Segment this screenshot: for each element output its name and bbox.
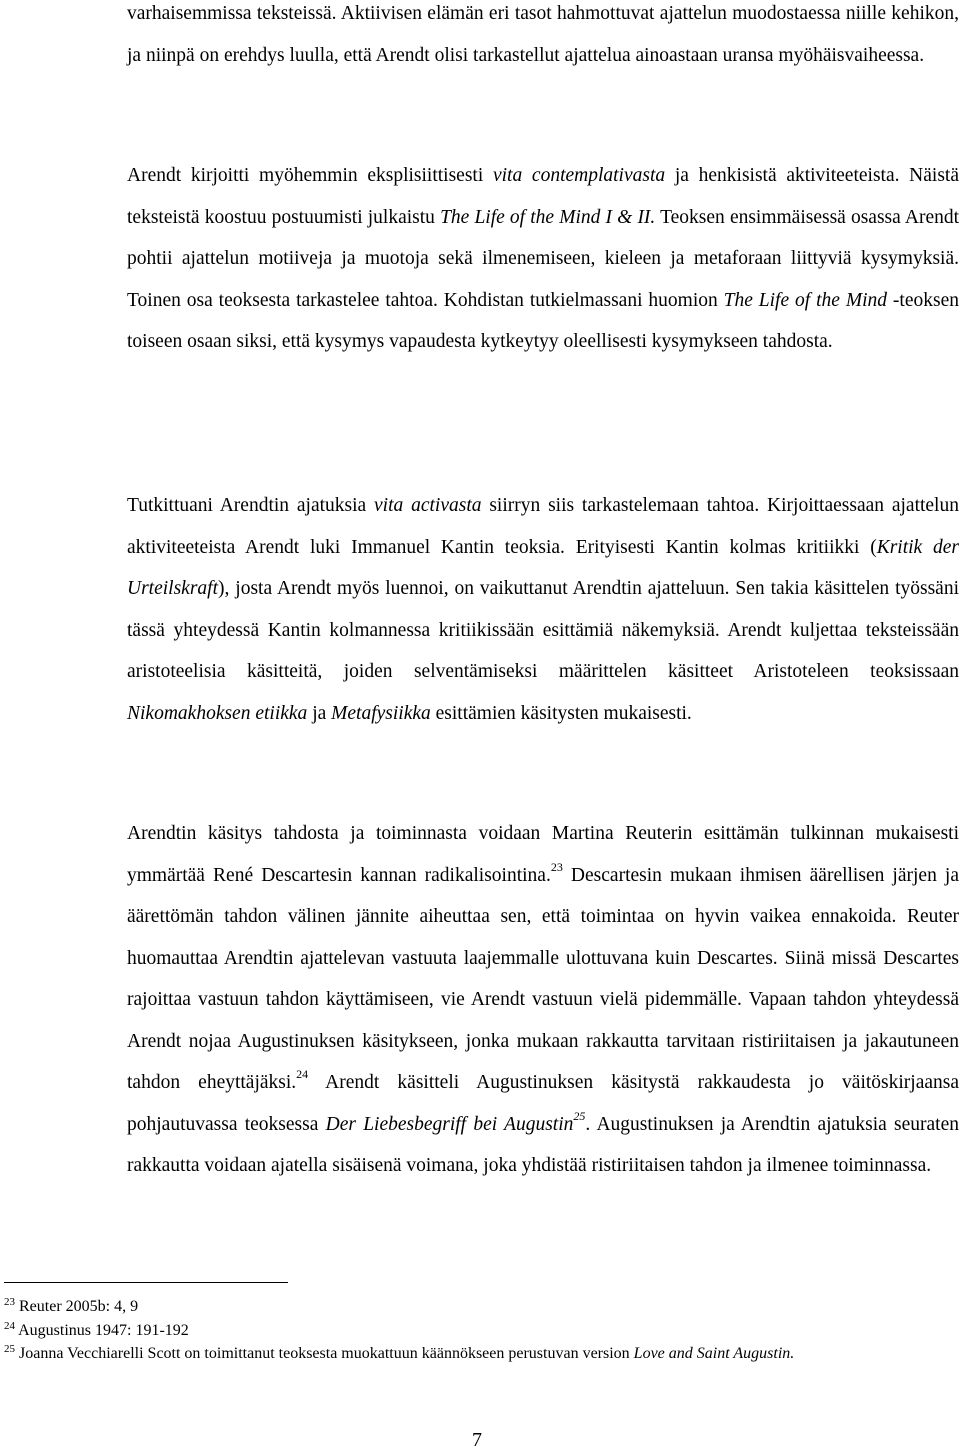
footnote-number: 24 — [4, 1320, 15, 1332]
italic-term: vita activasta — [374, 495, 482, 516]
paragraph-1: varhaisemmissa teksteissä. Aktiivisen elämän eri tasot hahmottuvat ajattelun muodostaessa niille kehikon, ja niinpä on erehdys luulla, että Arendt olisi tarkastellut ajattelua ainoastaan uransa myöhäisvaiheessa. — [127, 3, 959, 66]
book-title: Kritik der Urteilskraft — [127, 536, 959, 599]
footnote-ref-24[interactable]: 24 — [296, 1067, 309, 1081]
book-title: Der Liebesbegriff bei Augustin$^{25}$ — [325, 1108, 586, 1135]
book-title: The Life of the Mind — [723, 289, 888, 311]
footnote-23: $^{23}$ Reuter 2005b: 4, 9 — [4, 1296, 139, 1315]
footnote-ref-23[interactable]: 23 — [550, 859, 563, 874]
italic-term: vita contemplativasta — [492, 165, 666, 186]
book-title: Nikomakhoksen etiikka — [127, 702, 308, 724]
book-title: Love and Saint Augustin. — [633, 1345, 795, 1362]
footnote-ref-25[interactable]: 25 — [573, 1108, 586, 1123]
paragraph-4: Arendtin käsitys tahdosta ja toiminnasta voidaan Martina Reuterin esittämän tulkinnan mukaisesti ymmärtää René Descartesin kannan radikalisointina.$^{23}$ Descartesin mukaan ihmisen äärellisen järjen ja äärettömän tahdon välinen jännite aiheuttaa sen, että toimintaa on hyvin vaikea ennakoida. Reuter huomauttaa Arendtin ajattelevan vastuuta laajemmalle ulottuvana kuin Descartes. Siinä missä Descartes rajoittaa vastuun tahdon käyttämiseen, vie Arendt vastuun vielä pidemmälle. Vapaan tahdon yhteydessä Arendt nojaa Augustinuksen käsitykseen, jonka mukaan rakkautta tarvitaan ristiriitaisen ja jakautuneen tahdon eheyttäjäksi.$^{24}$ Arendt käsitteli Augustinuksen käsitystä rakkaudesta jo väitöskirjaansa pohjautuvassa teoksessa Der Liebesbegriff bei Augustin$^{25}$. Augustinuksen ja Arendtin ajatuksia seuraten rakkautta voidaan ajatella sisäisenä voimana, joka yhdistää ristiriitaisen tahdon ja ilmenee toiminnassa. — [127, 823, 960, 1176]
footnote-separator — [4, 1282, 288, 1283]
footnote-number: 23 — [4, 1296, 15, 1308]
book-title: Metafysiikka — [331, 702, 431, 724]
footnote-25: $^{25}$ Joanna Vecchiarelli Scott on toimittanut teoksesta muokattuun käännökseen perustuvan version Love and Saint Augustin. — [4, 1343, 795, 1362]
footnote-24: $^{24}$ Augustinus 1947: 191-192 — [4, 1320, 189, 1339]
paragraph-2: Arendt kirjoitti myöhemmin eksplisiittisesti vita contemplativasta ja henkisistä aktiviteeteista. Näistä teksteistä koostuu postuumisti julkaistu The Life of the Mind I & II. Teoksen ensimmäisessä osassa Arendt pohtii ajattelun motiiveja ja muotoja sekä ilmenemiseen, kieleen ja metaforaan liittyviä kysymyksiä. Toinen osa teoksesta tarkastelee tahtoa. Kohdistan tutkielmassani huomion The Life of the Mind -teoksen toiseen osaan siksi, että kysymys vapaudesta kytkeytyy oleellisesti kysymykseen tahdosta. — [127, 165, 960, 352]
footnote-number: 25 — [4, 1343, 15, 1355]
paragraph-3: Tutkittuani Arendtin ajatuksia vita activasta siirryn siis tarkastelemaan tahtoa. Kirjoittaessaan ajattelun aktiviteeteista Arendt luki Immanuel Kantin teoksia. Erityisesti Kantin kolmas kritiikki (Kritik der Urteilskraft), josta Arendt myös luennoi, on vaikuttanut Arendtin ajatteluun. Sen takia käsittelen työssäni tässä yhteydessä Kantin kolmannessa kritiikissään esittämiä näkemyksiä. Arendt kuljettaa teksteissään aristoteelisia käsitteitä, joiden selventämiseksi määrittelen käsitteet Aristoteleen teoksissaan Nikomakhoksen etiikka ja Metafysiikka esittämien käsitysten mukaisesti. — [127, 495, 959, 724]
page-number: 7 — [472, 1429, 482, 1451]
book-title: The Life of the Mind I & II. — [440, 206, 656, 228]
